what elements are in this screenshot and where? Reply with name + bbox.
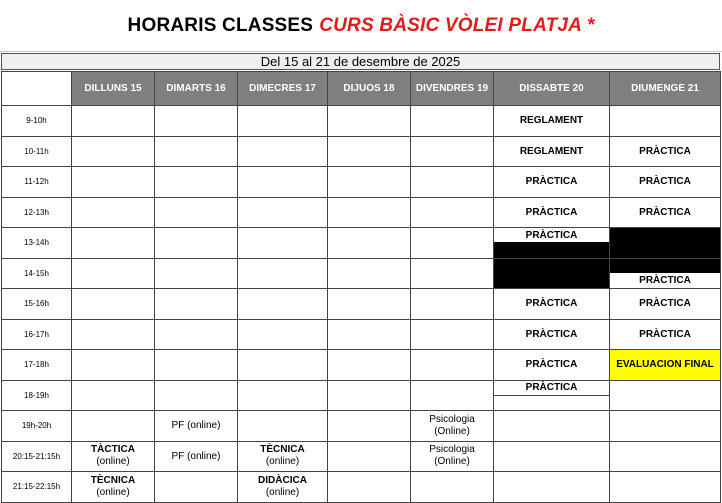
cell-line: DIDÀCICA: [258, 474, 307, 486]
schedule-cell: PRÀCTICA: [494, 350, 610, 381]
schedule-cell: [238, 197, 328, 228]
cell-line: TÈCNICA: [90, 474, 136, 486]
schedule-cell: [155, 319, 238, 350]
schedule-cell: [411, 167, 494, 198]
cell-line: (online): [265, 456, 300, 468]
practice-segment: PRÀCTICA: [494, 381, 609, 396]
schedule-cell: [610, 441, 721, 472]
blocked-segment: [494, 242, 609, 258]
cell-line: TÈCNICA: [260, 444, 305, 456]
schedule-cell: PRÀCTICA: [610, 136, 721, 167]
cell-line: Psicologia: [429, 444, 475, 456]
cell-line: (Online): [434, 456, 470, 468]
schedule-cell: [238, 319, 328, 350]
schedule-cell: [72, 136, 155, 167]
schedule-cell: PRÀCTICA: [494, 289, 610, 320]
date-range-text: Del 15 al 21 de desembre de 2025: [260, 54, 461, 69]
blocked-cell: [610, 228, 721, 259]
col-header-wed: DIMECRES 17: [238, 72, 328, 106]
cell-line: Psicologia: [429, 413, 475, 425]
schedule-cell: [610, 258, 721, 289]
table-row: [2, 197, 721, 228]
time-cell: 20:15-21:15h: [2, 441, 72, 472]
time-cell: 13-14h: [2, 228, 72, 259]
schedule-cell: [328, 441, 411, 472]
date-range-bar: [1, 53, 720, 70]
schedule-cell: [238, 411, 328, 442]
schedule-cell: [494, 472, 610, 503]
table-row: [2, 380, 721, 411]
schedule-cell: [238, 228, 328, 259]
schedule-cell: [72, 350, 155, 381]
schedule-cell: [155, 350, 238, 381]
time-cell: 19h-20h: [2, 411, 72, 442]
cell-line: (online): [265, 486, 300, 498]
schedule-cell: [155, 228, 238, 259]
schedule-cell: [610, 380, 721, 411]
time-cell: 21:15-22:15h: [2, 472, 72, 503]
schedule-cell: PRÀCTICA: [494, 319, 610, 350]
schedule-cell: PRÀCTICA: [494, 167, 610, 198]
cell-line: TÀCTICA: [91, 444, 135, 456]
table-row: [2, 167, 721, 198]
blocked-segment: [610, 259, 720, 273]
time-cell: 10-11h: [2, 136, 72, 167]
schedule-cell: [411, 197, 494, 228]
time-cell: 12-13h: [2, 197, 72, 228]
schedule-cell: [155, 197, 238, 228]
table-row: [2, 441, 721, 472]
schedule-cell: [72, 167, 155, 198]
schedule-cell: [155, 380, 238, 411]
schedule-cell: [328, 258, 411, 289]
schedule-cell: [72, 289, 155, 320]
table-row: [2, 228, 721, 259]
cell-line: (Online): [434, 425, 470, 437]
time-cell: 17-18h: [2, 350, 72, 381]
schedule-cell: REGLAMENT: [494, 136, 610, 167]
col-header-sun: DIUMENGE 21: [610, 72, 721, 106]
time-cell: 15-16h: [2, 289, 72, 320]
schedule-table: [1, 71, 721, 503]
schedule-cell: [328, 380, 411, 411]
table-row: [2, 319, 721, 350]
schedule-cell: [72, 228, 155, 259]
schedule-cell: [411, 441, 494, 472]
schedule-cell: [411, 411, 494, 442]
schedule-cell: [238, 167, 328, 198]
schedule-cell: [328, 167, 411, 198]
table-row: [2, 350, 721, 381]
schedule-cell: [610, 106, 721, 137]
schedule-cell: [494, 441, 610, 472]
schedule-cell: [328, 472, 411, 503]
time-cell: 18-19h: [2, 380, 72, 411]
schedule-cell: [238, 258, 328, 289]
practice-segment: PRÀCTICA: [525, 229, 578, 241]
corner-cell: [2, 72, 72, 106]
schedule-cell: [155, 136, 238, 167]
schedule-cell: [72, 197, 155, 228]
schedule-cell: [155, 167, 238, 198]
col-header-fri: DIVENDRES 19: [411, 72, 494, 106]
col-header-mon: DILLUNS 15: [72, 72, 155, 106]
schedule-title: [0, 0, 722, 52]
schedule-cell: [411, 258, 494, 289]
schedule-cell: [72, 258, 155, 289]
schedule-cell: [72, 441, 155, 472]
time-cell: 16-17h: [2, 319, 72, 350]
col-header-tue: DIMARTS 16: [155, 72, 238, 106]
blocked-cell: [494, 258, 610, 289]
cell-line: (online): [96, 486, 130, 498]
schedule-cell: [328, 411, 411, 442]
schedule-cell: [411, 350, 494, 381]
time-cell: 14-15h: [2, 258, 72, 289]
schedule-cell: [411, 472, 494, 503]
schedule-cell: PRÀCTICA: [610, 167, 721, 198]
schedule-cell: [328, 289, 411, 320]
schedule-cell: [494, 380, 610, 411]
final-evaluation-cell: EVALUACION FINAL: [610, 350, 721, 381]
col-header-thu: DIJUOS 18: [328, 72, 411, 106]
title-main: HORARIS CLASSES: [127, 14, 314, 36]
schedule-cell: [238, 350, 328, 381]
schedule-cell: [328, 228, 411, 259]
schedule-cell: [72, 472, 155, 503]
schedule-cell: [238, 289, 328, 320]
schedule-cell: PRÀCTICA: [610, 319, 721, 350]
schedule-cell: [155, 289, 238, 320]
table-row: [2, 136, 721, 167]
time-cell: 11-12h: [2, 167, 72, 198]
practice-segment: PRÀCTICA: [639, 274, 691, 286]
header-row: [2, 72, 721, 106]
schedule-cell: [328, 197, 411, 228]
schedule-cell: [411, 228, 494, 259]
schedule-cell: [238, 106, 328, 137]
schedule-cell: [411, 319, 494, 350]
table-row: [2, 289, 721, 320]
schedule-cell: PF (online): [155, 441, 238, 472]
schedule-cell: PF (online): [155, 411, 238, 442]
schedule-cell: [610, 411, 721, 442]
schedule-cell: [328, 319, 411, 350]
schedule-cell: [411, 380, 494, 411]
schedule-cell: [238, 472, 328, 503]
title-accent: CURS BÀSIC VÒLEI PLATJA *: [319, 14, 595, 36]
schedule-cell: REGLAMENT: [494, 106, 610, 137]
schedule-cell: [155, 258, 238, 289]
schedule-cell: [411, 136, 494, 167]
schedule-cell: [328, 106, 411, 137]
schedule-cell: [72, 319, 155, 350]
schedule-cell: [411, 289, 494, 320]
cell-line: (online): [96, 456, 130, 468]
table-row: [2, 411, 721, 442]
schedule-cell: [328, 136, 411, 167]
schedule-cell: PRÀCTICA: [610, 197, 721, 228]
table-row: [2, 106, 721, 137]
schedule-cell: [328, 350, 411, 381]
schedule-cell: [155, 106, 238, 137]
schedule-cell: [610, 472, 721, 503]
schedule-cell: [238, 380, 328, 411]
schedule-cell: [72, 106, 155, 137]
table-row: [2, 258, 721, 289]
time-cell: 9-10h: [2, 106, 72, 137]
schedule-cell: [494, 411, 610, 442]
schedule-cell: [72, 380, 155, 411]
schedule-cell: [238, 441, 328, 472]
schedule-cell: [238, 136, 328, 167]
schedule-cell: PRÀCTICA: [610, 289, 721, 320]
schedule-cell: [494, 228, 610, 259]
schedule-cell: [72, 411, 155, 442]
schedule-cell: [155, 472, 238, 503]
schedule-cell: [411, 106, 494, 137]
table-row: [2, 472, 721, 503]
schedule-cell: PRÀCTICA: [494, 197, 610, 228]
col-header-sat: DISSABTE 20: [494, 72, 610, 106]
